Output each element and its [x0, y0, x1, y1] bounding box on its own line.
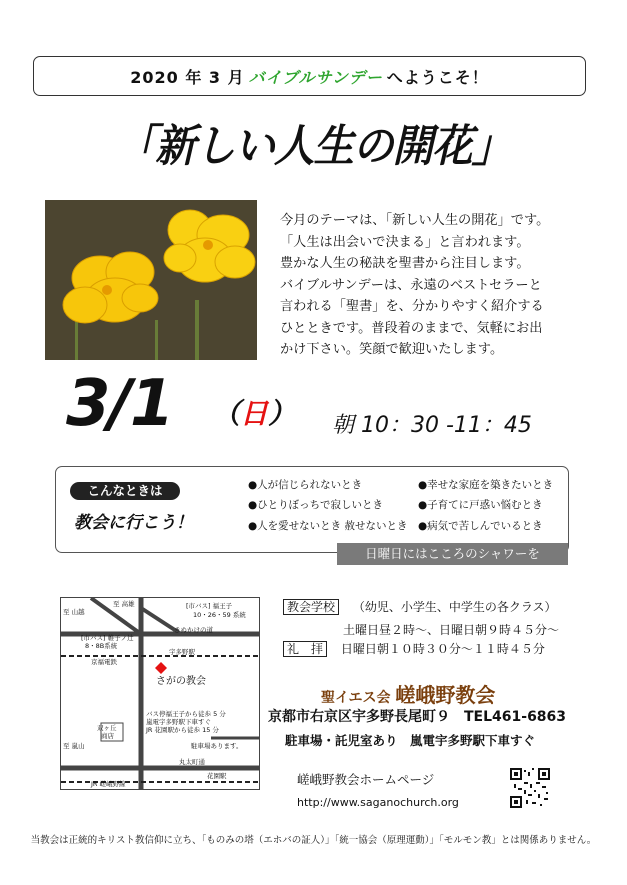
- reason-item: ●人を愛せないとき 赦せないとき: [248, 520, 408, 532]
- reason-item: ●病気で苦しんでいるとき: [418, 520, 543, 532]
- map-label: 宇多野駅: [169, 648, 195, 656]
- access-map: [60, 597, 260, 790]
- header-banner: [33, 56, 586, 96]
- map-label: 8・8B系統: [85, 642, 118, 650]
- intro-line: ひとときです。普段着のままで、気軽にお出: [280, 320, 543, 336]
- map-label: 京福電鉄: [91, 658, 117, 666]
- map-label: [市バス] 福王子: [186, 602, 233, 610]
- worship-row: [283, 640, 545, 657]
- map-label: 10・26・59 系統: [193, 611, 246, 619]
- homepage-label: 嵯峨野教会ホームページ: [297, 772, 435, 787]
- reason-item: ●子育てに戸惑い悩むとき: [418, 499, 543, 511]
- map-label: 嵐電宇多野駅下車すぐ: [146, 718, 211, 726]
- flower-image: [45, 200, 257, 360]
- map-label: 双ヶ丘: [97, 724, 117, 732]
- reason-item: ●人が信じられないとき: [248, 479, 363, 491]
- worship-label: 礼 拝: [283, 641, 327, 657]
- school-times: 土曜日昼２時〜、日曜日朝９時４５分〜: [343, 623, 560, 637]
- banner-go: 教会に行こう！: [74, 513, 193, 533]
- intro-line: 今月のテーマは、「新しい人生の開花」です。: [280, 213, 550, 228]
- map-label: 丸太町通: [179, 758, 205, 766]
- intro-line: バイブルサンデーは、永遠のベストセラーと: [280, 277, 542, 293]
- shower-tagline: 日曜日にはこころのシャワーを: [337, 543, 568, 565]
- intro-line: 言われる「聖書」を、分かりやすく紹介する: [280, 299, 544, 314]
- map-label: JR 嵯峨野線: [91, 780, 126, 788]
- map-label: 至 山越: [63, 608, 85, 616]
- map-label: 駐車場あります。: [191, 742, 243, 750]
- banner-tag: こんなときは: [70, 482, 180, 500]
- header-date: 2020 年 3 月: [130, 67, 245, 87]
- church-parking: 駐車場・託児室あり 嵐電宇多野駅下車すぐ: [285, 733, 536, 748]
- map-label: きぬかけの道: [174, 626, 213, 634]
- church-name: [321, 679, 495, 708]
- event-time: 朝 10：30 -11：45: [332, 413, 532, 438]
- intro-line: 豊かな人生の秘訣を聖書から注目します。: [280, 256, 530, 271]
- page-title: 「新しい人生の開花」: [115, 121, 512, 172]
- map-label: 至 高雄: [113, 600, 135, 608]
- intro-line: 「人生は出会いで決まる」と言われます。: [280, 234, 530, 250]
- homepage-url[interactable]: http://www.saganochurch.org: [297, 796, 459, 809]
- church-address: 京都市右京区宇多野長尾町９ TEL461-6863: [268, 709, 567, 725]
- map-label: 商店: [101, 732, 114, 740]
- qr-code-icon: [510, 768, 550, 808]
- map-church-label: さがの教会: [156, 676, 206, 687]
- qr-code: [510, 768, 550, 808]
- map-label: 花園駅: [207, 772, 227, 780]
- map-label: バス停福王子から徒歩 5 分: [146, 710, 226, 718]
- map-label: 至 嵐山: [63, 742, 85, 750]
- church-title: 嵯峨野教会: [395, 683, 496, 707]
- church-prefix: 聖イエス会: [321, 690, 391, 706]
- worship-times: 日曜日朝１０時３０分〜１１時４５分: [340, 642, 545, 656]
- school-row: [283, 598, 557, 615]
- paren-close: ）: [268, 397, 297, 430]
- intro-line: かけ下さい。笑顔で歓迎いたします。: [280, 342, 504, 357]
- map-label: [市バス] 帷子ノ辻: [81, 634, 134, 642]
- map-drawing: [61, 598, 259, 789]
- school-desc: （幼児、小学生、中学生の各クラス）: [352, 600, 557, 614]
- event-date: 3/1: [66, 367, 173, 441]
- reason-item: ●幸せな家庭を築きたいとき: [418, 479, 554, 491]
- paren-open: （: [212, 397, 241, 430]
- flower-photo: [45, 200, 257, 360]
- footer-disclaimer: 当教会は正統的キリスト教信仰に立ち、「ものみの塔（エホバの証人）」「統一協会（原理運動）」「モルモン教」とは関係ありません。: [30, 835, 597, 846]
- header-highlight: バイブルサンデー: [248, 67, 383, 87]
- intro-text: [280, 210, 580, 361]
- church-marker-icon: [155, 662, 167, 674]
- header-suffix: へようこそ！: [386, 67, 489, 87]
- map-label: JR 花園駅から徒歩 15 分: [146, 726, 219, 734]
- event-weekday: [212, 392, 296, 432]
- weekday-text: 日: [240, 397, 269, 430]
- school-label: 教会学校: [283, 599, 339, 615]
- reason-item: ●ひとりぼっちで寂しいとき: [248, 499, 384, 511]
